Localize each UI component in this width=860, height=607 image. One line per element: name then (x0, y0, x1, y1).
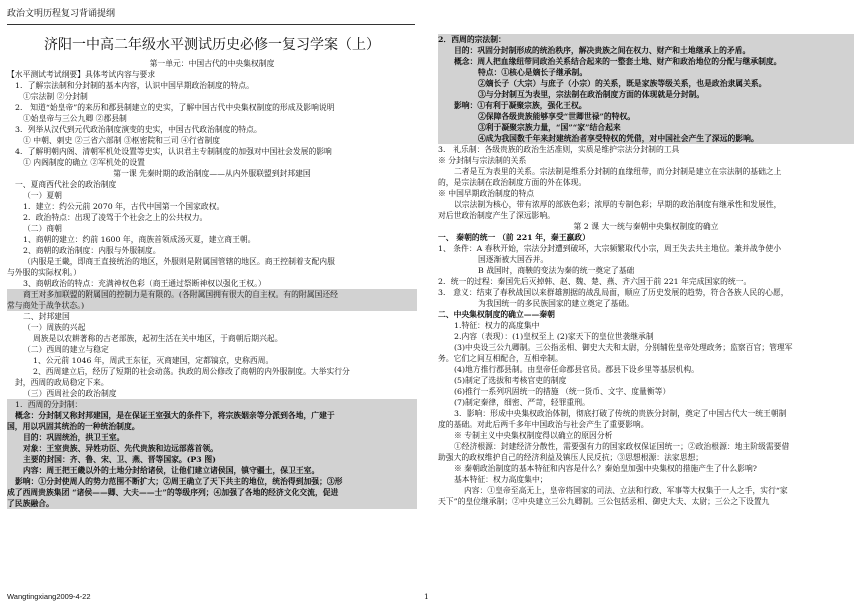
right-text-line: ②嫡长子（大宗）与庶子（小宗）的关系，既是家族等级关系，也是政治隶属关系。 (438, 78, 854, 89)
left-text-line: 1．西周的分封制： (7, 399, 417, 410)
right-text-line: 务。它们之间互相配合，互相牵制。 (438, 354, 563, 363)
right-text-line: 目的：巩固分封制形成的统治秩序，解决贵族之间在权力、财产和土地继承上的矛盾。 (438, 45, 854, 56)
right-text-line: 1.特征：权力的高度集中 (454, 321, 540, 330)
right-text-line: ④成为我国数千年来封建统治者享受特权的凭借，对中国社会产生了深远的影响。 (438, 133, 854, 144)
left-text-line: 内容：周王把王畿以外的土地分封给诸侯，让他们建立诸侯国，镇守疆土，保卫王室。 (7, 465, 417, 476)
right-text-line: 3． 礼乐制：各级贵族的政治生活准则，实质是维护宗法分封制的工具 (438, 145, 680, 154)
left-text-line: 1．建立：约公元前 2070 年，古代中国第一个国家政权。 (23, 202, 225, 211)
left-text-line: 1．了解宗法制和分封制的基本内容，认识中国早期政治制度的特点。 (15, 81, 254, 90)
right-text-line: ※ 专制主义中央集权制度得以确立的原因分析 (454, 431, 613, 440)
right-text-line: 国逐渐被大国吞并。 (478, 255, 549, 264)
left-text-line: （三）西周社会的政治制度 (23, 389, 117, 398)
right-text-line: ※ 分封制与宗法制的关系 (438, 156, 527, 165)
left-text-line: 与外服的实际权利。） (7, 268, 82, 277)
left-text-line: 概念：分封制又称封邦建国，是在保证王室强大的条件下，将宗族姻亲等分派到各地，广建于 (7, 410, 417, 421)
right-text-line: 对后世政治制度产生了深远影响。 (438, 211, 555, 220)
right-text-line: ※ 中国早期政治制度的特点 (438, 189, 535, 198)
right-text-line: B 战国时，商鞅的变法为秦的统一奠定了基础 (478, 266, 635, 275)
right-text-line: 2.内容（表现）：(1)皇权至上 (2)家天下的皇位世袭继承制 (454, 332, 654, 341)
left-text-line: ①始皇帝与三公九卿 ②郡县制 (23, 114, 127, 123)
left-text-line: 对象：王室贵族、异姓功臣、先代贵族和边远部落首领。 (7, 443, 417, 454)
right-text-line: 一、 秦朝的统一 （前 221 年，秦王嬴政） (438, 233, 590, 242)
right-text-line: 3．影响：形成中央集权政治体制，彻底打破了传统的贵族分封制，奠定了中国古代大一统王朝制 (454, 409, 787, 418)
left-column (7, 36, 417, 509)
right-text-line: 影响：①有利于凝聚宗族，强化王权。 (438, 100, 854, 111)
left-text-line: 2． 知道“始皇帝”的来历和郡县制建立的史实，了解中国古代中央集权制度的形成及影响说明 (15, 103, 335, 112)
left-text-line: （二）西周的建立与稳定 (23, 345, 109, 354)
left-text-line: 【水平测试考试纲要】具体考试内容与要求 (7, 70, 156, 79)
footer-author-date: Wangtingxiang2009-4-22 (7, 592, 91, 601)
left-text-line: 周族是以农耕著称的古老部族，起初生活在关中地区，于商朝后期兴起。 (33, 334, 283, 343)
left-text-line: （一）周族的兴起 (23, 323, 86, 332)
left-text-line: ① 内阁制度的确立 ②军机处的设置 (23, 158, 145, 167)
right-text-line: 以宗法制为核心，带有浓厚的部族色彩；浓厚的专制色彩；早期的政治制度有继承性和发展性， (454, 200, 782, 209)
left-text-line: 二、封邦建国 (23, 312, 70, 321)
left-text-line: 4．了解明朝内阁、清朝军机处设置等史实，认识君主专制制度的加强对中国社会发展的影响 (15, 147, 332, 156)
left-text-line: 商王对多加联盟的附属国的控制力是有限的。(各附属国拥有很大的自主权。有的附属国还经 (7, 289, 417, 300)
left-text-line: 成了西周贵族集团 “诸侯——卿、大夫——士”的等级序列；④加强了各地的经济文化交流，促进 (7, 487, 417, 498)
left-text-line: 影响：①分封使周人的势力范围不断扩大；②周王确立了天下共主的地位，统治得到加强；③形 (7, 476, 417, 487)
left-text-line: （二）商朝 (23, 224, 62, 233)
left-text-line: 3、商朝政治的特点：充满神权色彩（商王通过祭断神权以强化王权。） (23, 279, 266, 288)
right-text-line: 天下”的皇位继承制；②中央建立三公九卿制。三公包括丞相、御史大夫、太尉；三公之下设置九 (438, 497, 770, 506)
right-text-line: 的，是宗法制在政治制度方面的外在体现。 (438, 178, 587, 187)
right-text-line: 第 2 课 大一统与秦朝中央集权制度的确立 (573, 222, 719, 231)
left-text-line: 济阳一中高二年级水平测试历史必修一复习学案（上） (44, 37, 380, 53)
right-column (438, 34, 854, 507)
left-text-line: ①宗法制 ②分封制 (23, 92, 88, 101)
left-text-line: 2、西周建立后，经历了短期的社会动荡。执政的周公修改了商朝的内外服制度。大举实行分 (33, 367, 350, 376)
right-text-line: (5)制定了选拔和考核官吏的制度 (454, 376, 567, 385)
left-text-line: 第一课 先秦时期的政治制度——从内外服联盟到封邦建国 (113, 169, 311, 178)
page-number: 1 (424, 592, 429, 601)
left-text-line: 了民族融合。 (7, 498, 417, 509)
right-text-line: (4)地方推行郡县制。由皇帝任命郡县官员。郡县下设乡里等基层机构。 (454, 365, 699, 374)
right-text-line: 概念：周人把血缘纽带同政治关系结合起来的一整套土地、财产和政治地位的分配与继承制度。 (438, 56, 854, 67)
right-text-line: ②保障各级贵族能够享受“世卿世禄”的特权。 (438, 111, 854, 122)
right-text-line: 度的基础。对此后两千多年中国政治与社会产生了重要影响。 (438, 420, 649, 429)
right-text-line: 2．统一的过程：秦国先后灭掉韩、赵、魏、楚、燕、齐六国于前 221 年完成国家的统一。 (438, 277, 752, 286)
right-text-line: 内容：①皇帝至高无上，皇帝将国家的司法、立法和行政、军事等大权集于一人之手，实行“家 (464, 486, 788, 495)
right-text-line: 3． 意义：结束了春秋战国以来群雄割据的战乱局面，顺应了历史发展的趋势，符合各族人民的心愿， (438, 288, 789, 297)
right-text-line: 基本特征：权力高度集中； (454, 475, 548, 484)
left-text-line: 第一单元：中国古代的中央集权制度 (149, 59, 275, 68)
left-text-line: 1、公元前 1046 年，周武王东征，灭商建国，定都镐京，史称西周。 (33, 356, 274, 365)
right-text-line: 为我国统一的多民族国家的建立奠定了基础。 (478, 299, 634, 308)
right-text-line: (3)中央设三公九卿制。三公指丞相、御史大夫和太尉，分别辅佐皇帝处理政务；监察百官；管理军 (454, 343, 793, 352)
header-rule (7, 24, 415, 25)
right-text-line: 二者是互为表里的关系。宗法制是维系分封制的血缘纽带，而分封制是建立在宗法制的基础之上 (454, 167, 782, 176)
left-text-line: 2．政治特点：出现了凌驾于个社会之上的公共权力。 (23, 213, 208, 222)
left-text-line: 一、夏商西代社会的政治制度 (15, 180, 117, 189)
right-text-line: 特点：①核心是嫡长子继承制。 (438, 67, 854, 78)
right-text-line: 2．西周的宗法制： (438, 34, 854, 45)
right-text-line: ③利于凝聚宗族力量，“国”“家”结合起来 (438, 122, 854, 133)
right-text-line: ①经济根源：封建经济分散性，需要强有力的国家政权保证国统一；②政治根源：地主阶级需要借 (454, 442, 790, 451)
left-text-line: 1、商朝的建立：约前 1600 年，商族首领成汤灭夏，建立商王朝。 (23, 235, 256, 244)
left-text-line: （内服是王畿，即商王直接统治的地区，外服则是附属国管辖的地区。商王控制着支配内服 (23, 257, 335, 266)
right-text-line: 二、中央集权制度的确立——秦朝 (438, 310, 555, 319)
page-header: 政治文明历程复习背诵提纲 (7, 9, 116, 19)
left-text-line: 常与商处于战争状态。) (7, 300, 417, 311)
left-text-line: 封，西周的政局稳定下来。 (15, 378, 109, 387)
left-text-line: 3．列举从汉代到元代政治制度演变的史实，中国古代政治制度的特点。 (15, 125, 262, 134)
left-text-line: ① 中朝、刺史 ②三省六部制 ③枢密院和三司 ④行省制度 (23, 136, 221, 145)
right-text-line: 助强大的政权维护自己的经济利益及镇压人民反抗；③思想根源：法家思想； (438, 453, 704, 462)
left-text-line: 2、商朝的政治制度：内服与外服制度。 (23, 246, 161, 255)
left-text-line: 国，用以巩固其统治的一种统治制度。 (7, 421, 417, 432)
right-text-line: (7)制定秦律，细密、严苛，轻罪重刑。 (454, 398, 590, 407)
right-text-line: ③与分封制互为表里，宗法制在政治制度方面的体现就是分封制。 (438, 89, 854, 100)
right-text-line: ※ 秦朝政治制度的基本特征和内容是什么？秦始皇加强中央集权的措施产生了什么影响? (454, 464, 757, 473)
left-text-line: 目的：巩固统治，拱卫王室。 (7, 432, 417, 443)
right-text-line: 1、 条件：A 春秋开始，宗法分封遭到破坏，大宗频繁取代小宗，周王失去共主地位。兼并战争使小 (438, 244, 782, 253)
left-text-line: （一）夏朝 (23, 191, 62, 200)
left-text-line: 主要的封国：齐、鲁、宋、卫、燕、晋等国家。(P3 图) (7, 454, 417, 465)
right-text-line: (6)推行一系列巩固统一的措施 （统一货币、文字、度量衡等） (454, 387, 671, 396)
